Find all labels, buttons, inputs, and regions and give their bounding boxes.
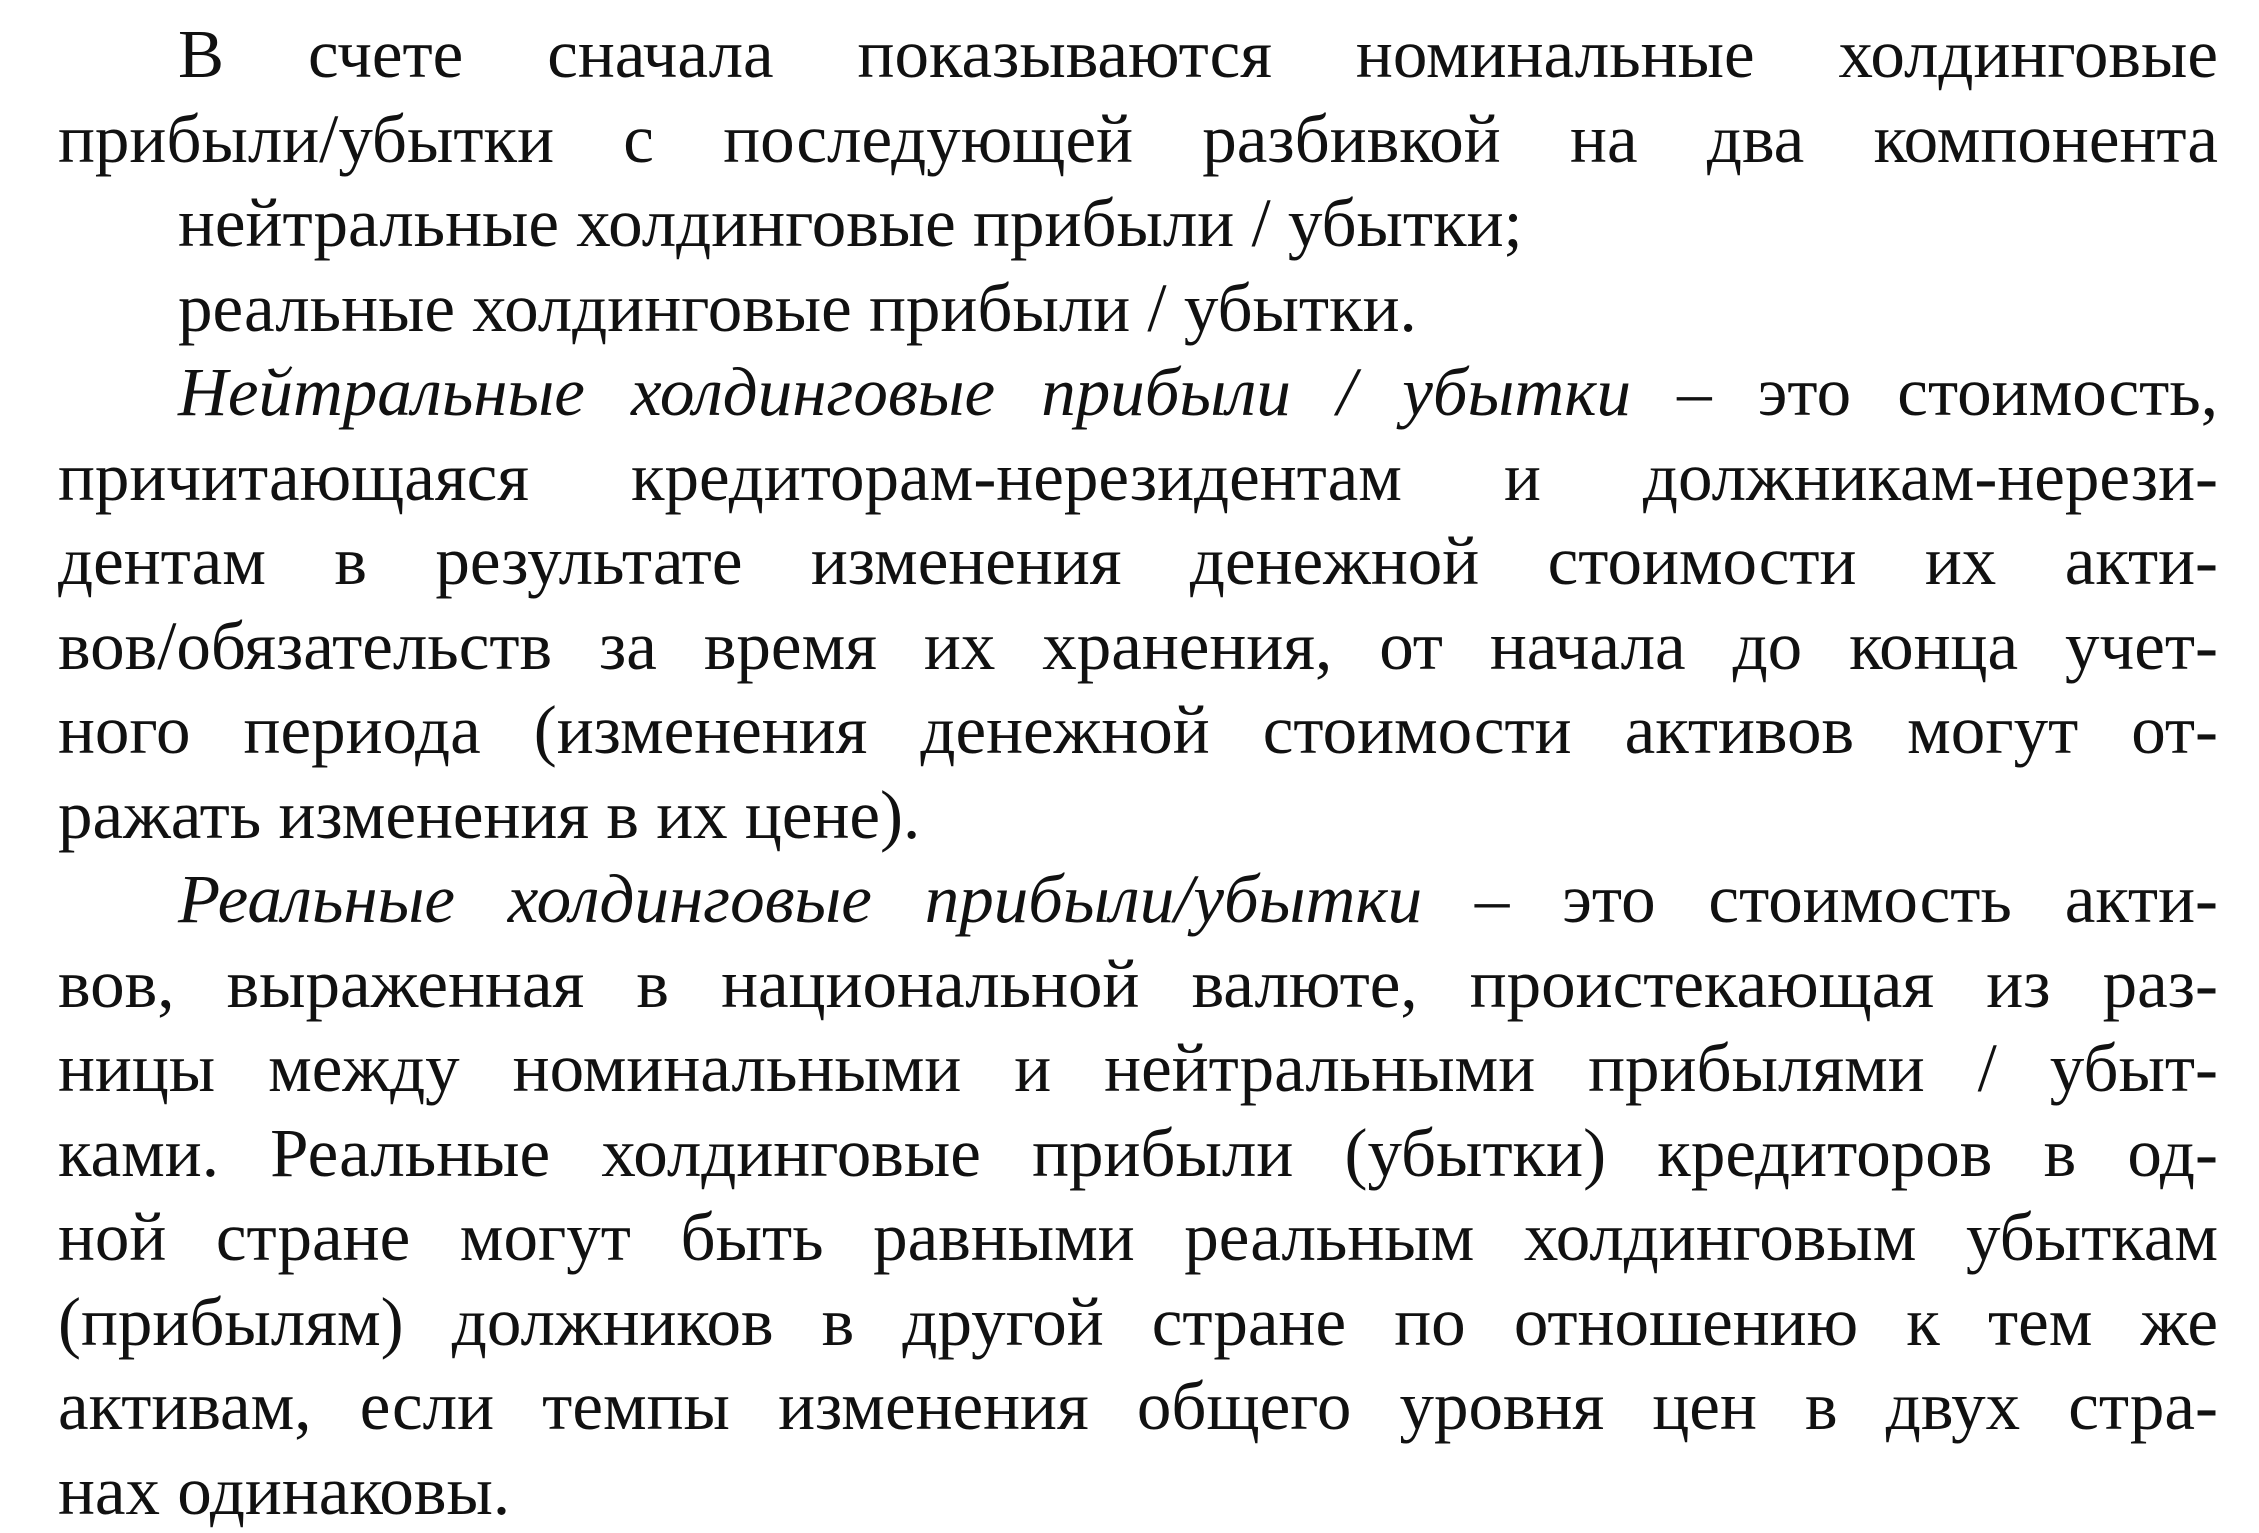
real-line-1-rest: – это стоимость акти-: [1422, 861, 2218, 937]
real-definition-line-4: ками. Реальные холдинговые прибыли (убытки) кредиторов в од-: [58, 1111, 2218, 1196]
real-definition-line-8: нах одинаковы.: [58, 1449, 2218, 1533]
document-page: [58, 12, 2218, 1533]
neutral-definition-line-2: причитающаяся кредиторам-нерезидентам и должникам-нерези-: [58, 435, 2218, 520]
neutral-definition-line-6: ражать изменения в их цене).: [58, 773, 2218, 858]
real-definition-line-3: ницы между номинальными и нейтральными прибылями / убыт-: [58, 1026, 2218, 1111]
real-definition-line-2: вов, выраженная в национальной валюте, проистекающая из раз-: [58, 942, 2218, 1027]
neutral-definition-line-3: дентам в результате изменения денежной стоимости их акти-: [58, 519, 2218, 604]
real-definition-line-1: [58, 857, 2218, 942]
neutral-term: Нейтральные холдинговые прибыли / убытки: [178, 354, 1631, 430]
real-term: Реальные холдинговые прибыли/убытки: [178, 861, 1422, 937]
neutral-line-1-rest: – это стоимость,: [1631, 354, 2218, 430]
neutral-definition-line-1: [58, 350, 2218, 435]
real-definition-line-5: ной стране могут быть равными реальным холдинговым убыткам: [58, 1195, 2218, 1280]
real-definition-line-7: активам, если темпы изменения общего уровня цен в двух стра-: [58, 1364, 2218, 1449]
component-item-real: реальные холдинговые прибыли / убытки.: [58, 266, 2218, 351]
real-definition-line-6: (прибылям) должников в другой стране по отношению к тем же: [58, 1280, 2218, 1365]
intro-line-2: прибыли/убытки с последующей разбивкой на два компонента: [58, 97, 2218, 182]
intro-line-1: В счете сначала показываются номинальные холдинговые: [58, 12, 2218, 97]
neutral-definition-line-4: вов/обязательств за время их хранения, от начала до конца учет-: [58, 604, 2218, 689]
neutral-definition-line-5: ного периода (изменения денежной стоимости активов могут от-: [58, 688, 2218, 773]
component-item-neutral: нейтральные холдинговые прибыли / убытки;: [58, 181, 2218, 266]
